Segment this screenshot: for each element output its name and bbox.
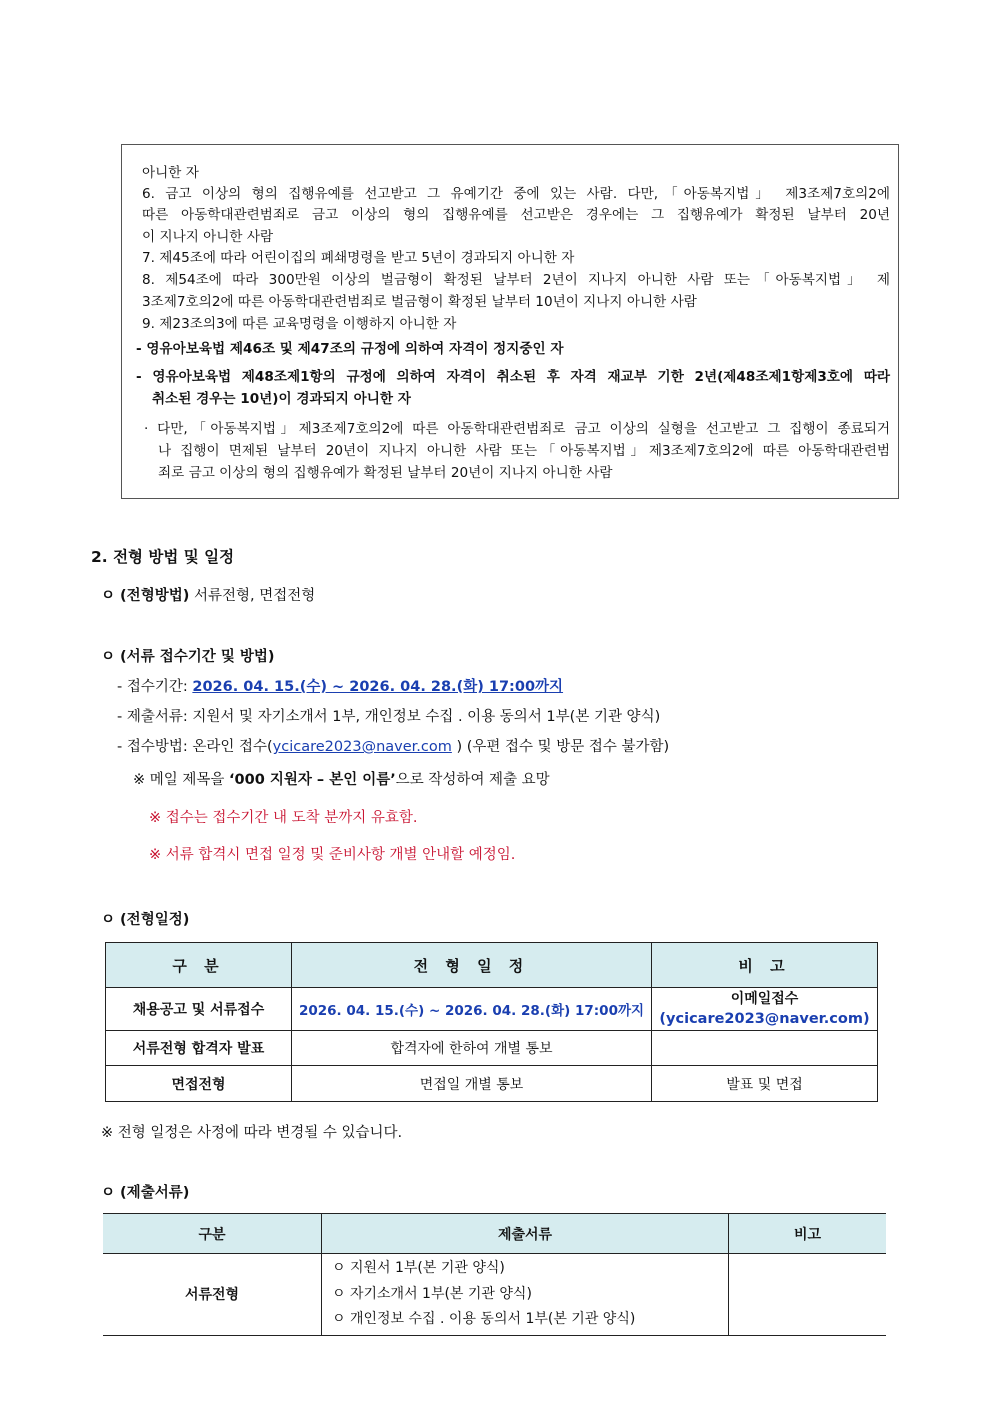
schedule-header-3: 비 고	[652, 943, 878, 988]
red-note-1: ※ 접수는 접수기간 내 도착 분까지 유효함.	[149, 810, 418, 826]
box-line-3: 이 지나지 아니한 사람	[142, 229, 274, 245]
box-bold-line-2b: 취소된 경우는 10년)이 경과되지 아니한 자	[152, 391, 411, 407]
submit-header-1: 구분	[103, 1214, 322, 1254]
box-line-6: 3조제7호의2에 따른 아동학대관련범죄로 벌금형이 확정된 날부터 10년이 지나지 아니한 사람	[142, 294, 697, 310]
schedule-row	[106, 1031, 878, 1066]
period-end: ~ 2026. 04. 28.(화) 17:00까지	[332, 679, 564, 695]
box-bold-line-1: - 영유아보육법 제46조 및 제47조의 규정에 의하여 자격이 정지중인 자	[136, 341, 564, 357]
disqualification-box	[121, 144, 899, 499]
schedule-row1-dates: 2026. 04. 15.(수) ~ 2026. 04. 28.(화) 17:00까지	[292, 988, 652, 1031]
schedule-note: ※ 전형 일정은 사정에 따라 변경될 수 있습니다.	[101, 1125, 403, 1141]
mail-note-b: 으로 작성하여 제출 요망	[395, 772, 550, 788]
submit-table	[103, 1213, 886, 1336]
box-note-1: 나 집행이 면제된 날부터 20년이 지나지 아니한 사람 또는「아동복지법」제3조제7호의2에 따른 아동학대관련범	[158, 443, 890, 459]
schedule-row1-note-a: 이메일접수	[730, 991, 799, 1007]
box-line-2: 따른 아동학대관련범죄로 금고 이상의 형의 집행유예를 선고받은 경우에는 그 집행유예가 확정된 날부터 20년	[142, 207, 890, 223]
docs-line: - 제출서류: 지원서 및 자기소개서 1부, 개인정보 수집 . 이용 동의서 1부(본 기관 양식)	[117, 709, 661, 725]
schedule-header-2: 전 형 일 정	[292, 943, 652, 988]
section-title: 2. 전형 방법 및 일정	[91, 548, 235, 566]
mail-note-bold: ‘000 지원자 – 본인 이름’	[229, 772, 396, 788]
submit-row	[103, 1254, 886, 1336]
mail-note-a: ※ 메일 제목을	[133, 772, 230, 788]
submit-label: ㅇ (제출서류)	[101, 1185, 190, 1201]
red-note-2: ※ 서류 합격시 면접 일정 및 준비사항 개별 안내할 예정임.	[149, 847, 516, 863]
doc-section-label: ㅇ (서류 접수기간 및 방법)	[101, 649, 275, 665]
method-value: 서류전형, 면접전형	[189, 588, 316, 604]
box-line-5: 8. 제54조에 따라 300만원 이상의 벌금형이 확정된 날부터 2년이 지나지 아니한 사람 또는「아동복지법」 제	[142, 272, 890, 288]
submit-header-2: 제출서류	[322, 1214, 729, 1254]
schedule-label: ㅇ (전형일정)	[101, 912, 190, 928]
submission-method-a: - 접수방법: 온라인 접수(	[117, 739, 273, 755]
submit-header-3: 비고	[729, 1214, 887, 1254]
period-line	[117, 675, 563, 696]
submit-item: ㅇ 지원서 1부(본 기관 양식)	[332, 1260, 505, 1276]
schedule-row1-note	[652, 988, 878, 1031]
schedule-row1-stage: 채용공고 및 서류접수	[106, 988, 292, 1031]
schedule-table	[105, 942, 878, 1102]
submit-items	[322, 1254, 729, 1336]
period-start: 2026. 04. 15.(수)	[192, 679, 333, 695]
schedule-row3-note: 발표 및 면접	[652, 1066, 878, 1102]
box-line-7: 9. 제23조의3에 따른 교육명령을 이행하지 아니한 자	[142, 316, 457, 332]
box-line-1: 6. 금고 이상의 형의 집행유예를 선고받고 그 유예기간 중에 있는 사람. 다만,「아동복지법」 제3조제7호의2에	[142, 186, 890, 202]
schedule-row2-note	[652, 1031, 878, 1066]
submit-item: ㅇ 개인정보 수집 . 이용 동의서 1부(본 기관 양식)	[332, 1311, 636, 1327]
submit-remark	[729, 1254, 887, 1336]
mail-title-note	[133, 768, 550, 789]
period-label: - 접수기간:	[117, 679, 193, 695]
schedule-row2-dates: 합격자에 한하여 개별 통보	[292, 1031, 652, 1066]
schedule-row	[106, 1066, 878, 1102]
schedule-row2-stage: 서류전형 합격자 발표	[106, 1031, 292, 1066]
schedule-header-1: 구 분	[106, 943, 292, 988]
method-line	[101, 584, 315, 605]
schedule-row3-stage: 면접전형	[106, 1066, 292, 1102]
email-link[interactable]: ycicare2023@naver.com	[272, 739, 452, 755]
schedule-row1-note-b: (ycicare2023@naver.com)	[659, 1011, 870, 1027]
submit-item: ㅇ 자기소개서 1부(본 기관 양식)	[332, 1285, 532, 1302]
schedule-row	[106, 988, 878, 1031]
submit-row-label: 서류전형	[103, 1254, 322, 1336]
schedule-row3-dates: 면접일 개별 통보	[292, 1066, 652, 1102]
box-note-2: 죄로 금고 이상의 형의 집행유예가 확정된 날부터 20년이 지나지 아니한 사람	[158, 465, 613, 481]
box-note-0: · 다만,「아동복지법」제3조제7호의2에 따른 아동학대관련범죄로 금고 이상의 실형을 선고받고 그 집행이 종료되거	[144, 421, 890, 437]
submission-method-b: ) (우편 접수 및 방문 접수 불가함)	[451, 739, 670, 755]
box-line-4: 7. 제45조에 따라 어린이집의 폐쇄명령을 받고 5년이 경과되지 아니한 자	[142, 250, 575, 266]
schedule-header-row	[106, 943, 878, 988]
box-bold-line-2a: - 영유아보육법 제48조제1항의 규정에 의하여 자격이 취소된 후 자격 재교부 기한 2년(제48조제1항제3호에 따라	[136, 369, 890, 385]
box-line-0: 아니한 자	[142, 165, 199, 181]
submit-header-row	[103, 1214, 886, 1254]
submission-method-line	[117, 735, 669, 756]
method-label: ㅇ (전형방법)	[101, 588, 190, 604]
